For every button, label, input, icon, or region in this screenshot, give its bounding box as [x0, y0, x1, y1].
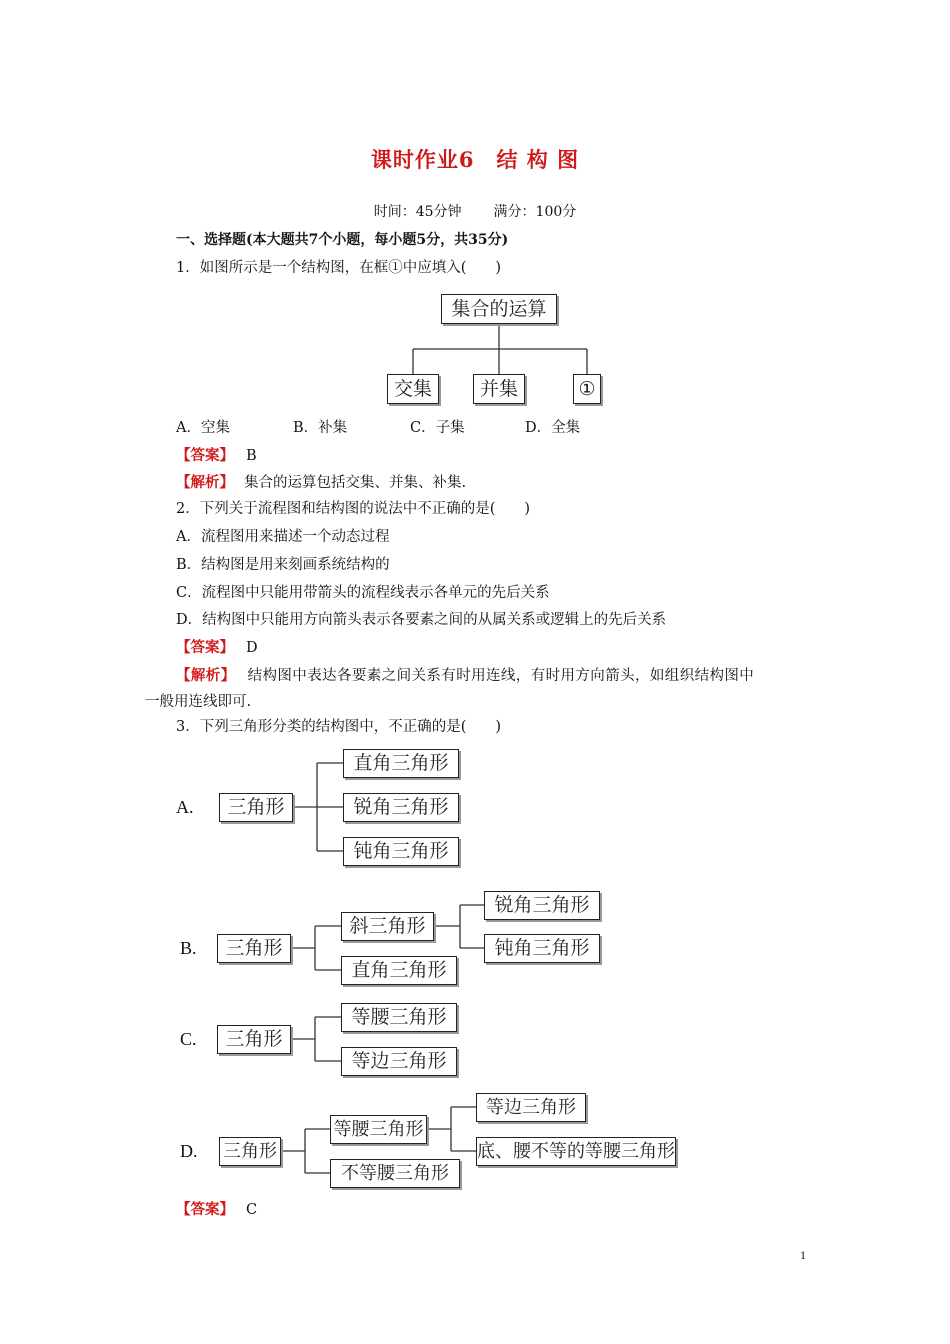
q3d-leaf-box: 底、腰不等的等腰三角形 [476, 1137, 676, 1166]
q2-analysis-cont: 一般用连线即可. [145, 694, 252, 710]
q1-child-box: 并集 [473, 374, 525, 404]
q2-option-c: C．流程图中只能用带箭头的流程线表示各单元的先后关系 [176, 585, 550, 601]
q3-stem: 3．下列三角形分类的结构图中，不正确的是( ) [176, 719, 502, 735]
q1-answer [176, 444, 257, 465]
analysis-label: 【解析】 [176, 474, 234, 491]
q3b-mid-box: 斜三角形 [341, 912, 434, 941]
answer-value: C [246, 1202, 258, 1218]
q1-child-box: 交集 [387, 374, 439, 404]
page-title: 课时作业6 结 构 图 [370, 147, 580, 172]
q1-option-c: C．子集 [410, 420, 465, 436]
q2-option-a: A．流程图用来描述一个动态过程 [176, 529, 390, 545]
answer-label: 【答案】 [176, 447, 234, 464]
q3a-child-box: 锐角三角形 [343, 793, 459, 822]
q3b-leaf-box: 锐角三角形 [484, 891, 600, 920]
q1-option-b: B．补集 [293, 420, 348, 436]
q3-option-d-label: D. [180, 1141, 198, 1161]
answer-label: 【答案】 [176, 639, 234, 656]
q3c-child-box: 等腰三角形 [341, 1003, 457, 1032]
analysis-text: 集合的运算包括交集、并集、补集. [244, 475, 467, 491]
analysis-label: 【解析】 [176, 667, 236, 684]
q1-option-a: A．空集 [176, 420, 230, 436]
q3a-child-box: 直角三角形 [343, 749, 459, 778]
q3-answer [176, 1198, 257, 1219]
q2-stem: 2．下列关于流程图和结构图的说法中不正确的是( ) [176, 501, 531, 517]
q3-option-b-label: B. [180, 938, 197, 958]
q3b-mid-box: 直角三角形 [341, 956, 457, 985]
analysis-text: 结构图中表达各要素之间关系有时用连线，有时用方向箭头，如组织结构图中 [247, 668, 755, 684]
answer-value: B [246, 448, 257, 464]
q3d-leaf-box: 等边三角形 [476, 1093, 586, 1122]
q3b-root-box: 三角形 [217, 934, 291, 963]
q3c-child-box: 等边三角形 [341, 1047, 457, 1076]
q2-answer [176, 636, 258, 657]
q3-option-a-label: A. [176, 797, 194, 817]
q3c-root-box: 三角形 [217, 1025, 291, 1054]
q1-option-d: D．全集 [525, 420, 581, 436]
q1-root-box: 集合的运算 [441, 294, 557, 324]
q3a-child-box: 钝角三角形 [343, 837, 459, 866]
q3b-leaf-box: 钝角三角形 [484, 934, 600, 963]
time-limit: 时间：45分钟 [373, 204, 462, 220]
answer-value: D [246, 640, 258, 656]
q1-blank-box: ① [573, 374, 601, 404]
q3-option-c-label: C. [180, 1029, 197, 1049]
answer-label: 【答案】 [176, 1201, 234, 1218]
q2-option-d: D．结构图中只能用方向箭头表示各要素之间的从属关系或逻辑上的先后关系 [176, 612, 667, 628]
q3d-mid-box: 不等腰三角形 [330, 1159, 460, 1188]
page-number: 1 [800, 1248, 806, 1262]
q2-analysis [176, 664, 754, 685]
q3d-mid-box: 等腰三角形 [330, 1115, 427, 1144]
q2-option-b: B．结构图是用来刻画系统结构的 [176, 557, 390, 573]
q3a-root-box: 三角形 [219, 793, 293, 822]
full-score: 满分：100分 [493, 204, 577, 220]
section-title: 一、选择题(本大题共7个小题，每小题5分，共35分) [176, 232, 509, 248]
q3d-root-box: 三角形 [219, 1137, 281, 1166]
q1-analysis [176, 471, 466, 492]
q1-stem: 1．如图所示是一个结构图，在框①中应填入( ) [176, 260, 502, 276]
